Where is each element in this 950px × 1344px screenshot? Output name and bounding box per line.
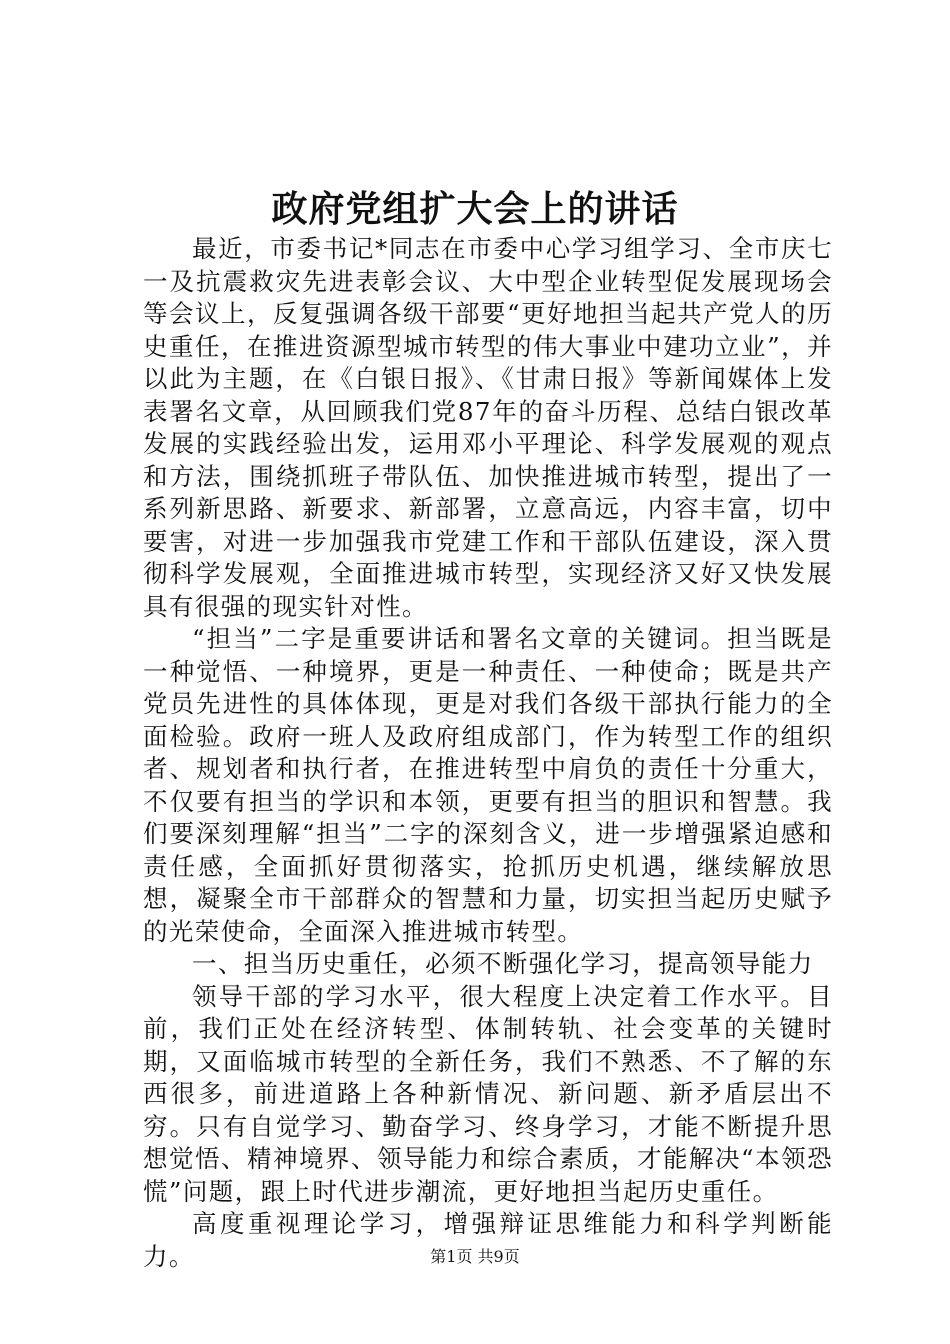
paragraph-4: 高度重视理论学习，增强辩证思维能力和科学判断能力。 xyxy=(143,1209,833,1271)
section-heading: 一、担当历史重任，必须不断强化学习，提高领导能力 xyxy=(192,949,814,978)
paragraph-3: 领导干部的学习水平，很大程度上决定着工作水平。目前，我们正处在经济转型、体制转轨、社会变革的关键时期，又面临城市转型的全新任务，我们不熟悉、不了解的东西很多，前进道路上各种新情况、新问题、新矛盾层出不穷。只有自觉学习、勤奋学习、终身学习，才能不断提升思想觉悟、精神境界、领导能力和综合素质，才能解决“本领恐慌”问题，跟上时代进步潮流，更好地担当起历史重任。 xyxy=(143,981,833,1206)
document-title: 政府党组扩大会上的讲话 xyxy=(271,188,679,230)
paragraph-2: “担当”二字是重要讲话和署名文章的关键词。担当既是一种觉悟、一种境界，更是一种责任、一种使命；既是共产党员先进性的具体体现，更是对我们各级干部执行能力的全面检验。政府一班人及政府组成部门，作为转型工作的组织者、规划者和执行者，在推进转型中肩负的责任十分重大，不仅要有担当的学识和本领，更要有担当的胆识和智慧。我们要深刻理解“担当”二字的深刻含义，进一步增强紧迫感和责任感，全面抓好贯彻落实，抢抓历史机遇，继续解放思想，凝聚全市干部群众的智慧和力量，切实担当起历史赋予的光荣使命，全面深入推进城市转型。 xyxy=(143,624,833,946)
page-number-footer: 第1页 共9页 xyxy=(430,1247,520,1266)
paragraph-1: 最近，市委书记*同志在市委中心学习组学习、全市庆七一及抗震救灾先进表彰会议、大中型企业转型促发展现场会等会议上，反复强调各级干部要“更好地担当起共产党人的历史重任，在推进资源型城市转型的伟大事业中建功立业”，并以此为主题，在《白银日报》、《甘肃日报》等新闻媒体上发表署名文章，从回顾我们党87年的奋斗历程、总结白银改革发展的实践经验出发，运用邓小平理论、科学发展观的观点和方法，围绕抓班子带队伍、加快推进城市转型，提出了一系列新思路、新要求、新部署，立意高远，内容丰富，切中要害，对进一步加强我市党建工作和干部队伍建设，深入贯彻科学发展观，全面推进城市转型，实现经济又好又快发展具有很强的现实针对性。 xyxy=(143,234,833,621)
document-body xyxy=(143,233,833,1273)
